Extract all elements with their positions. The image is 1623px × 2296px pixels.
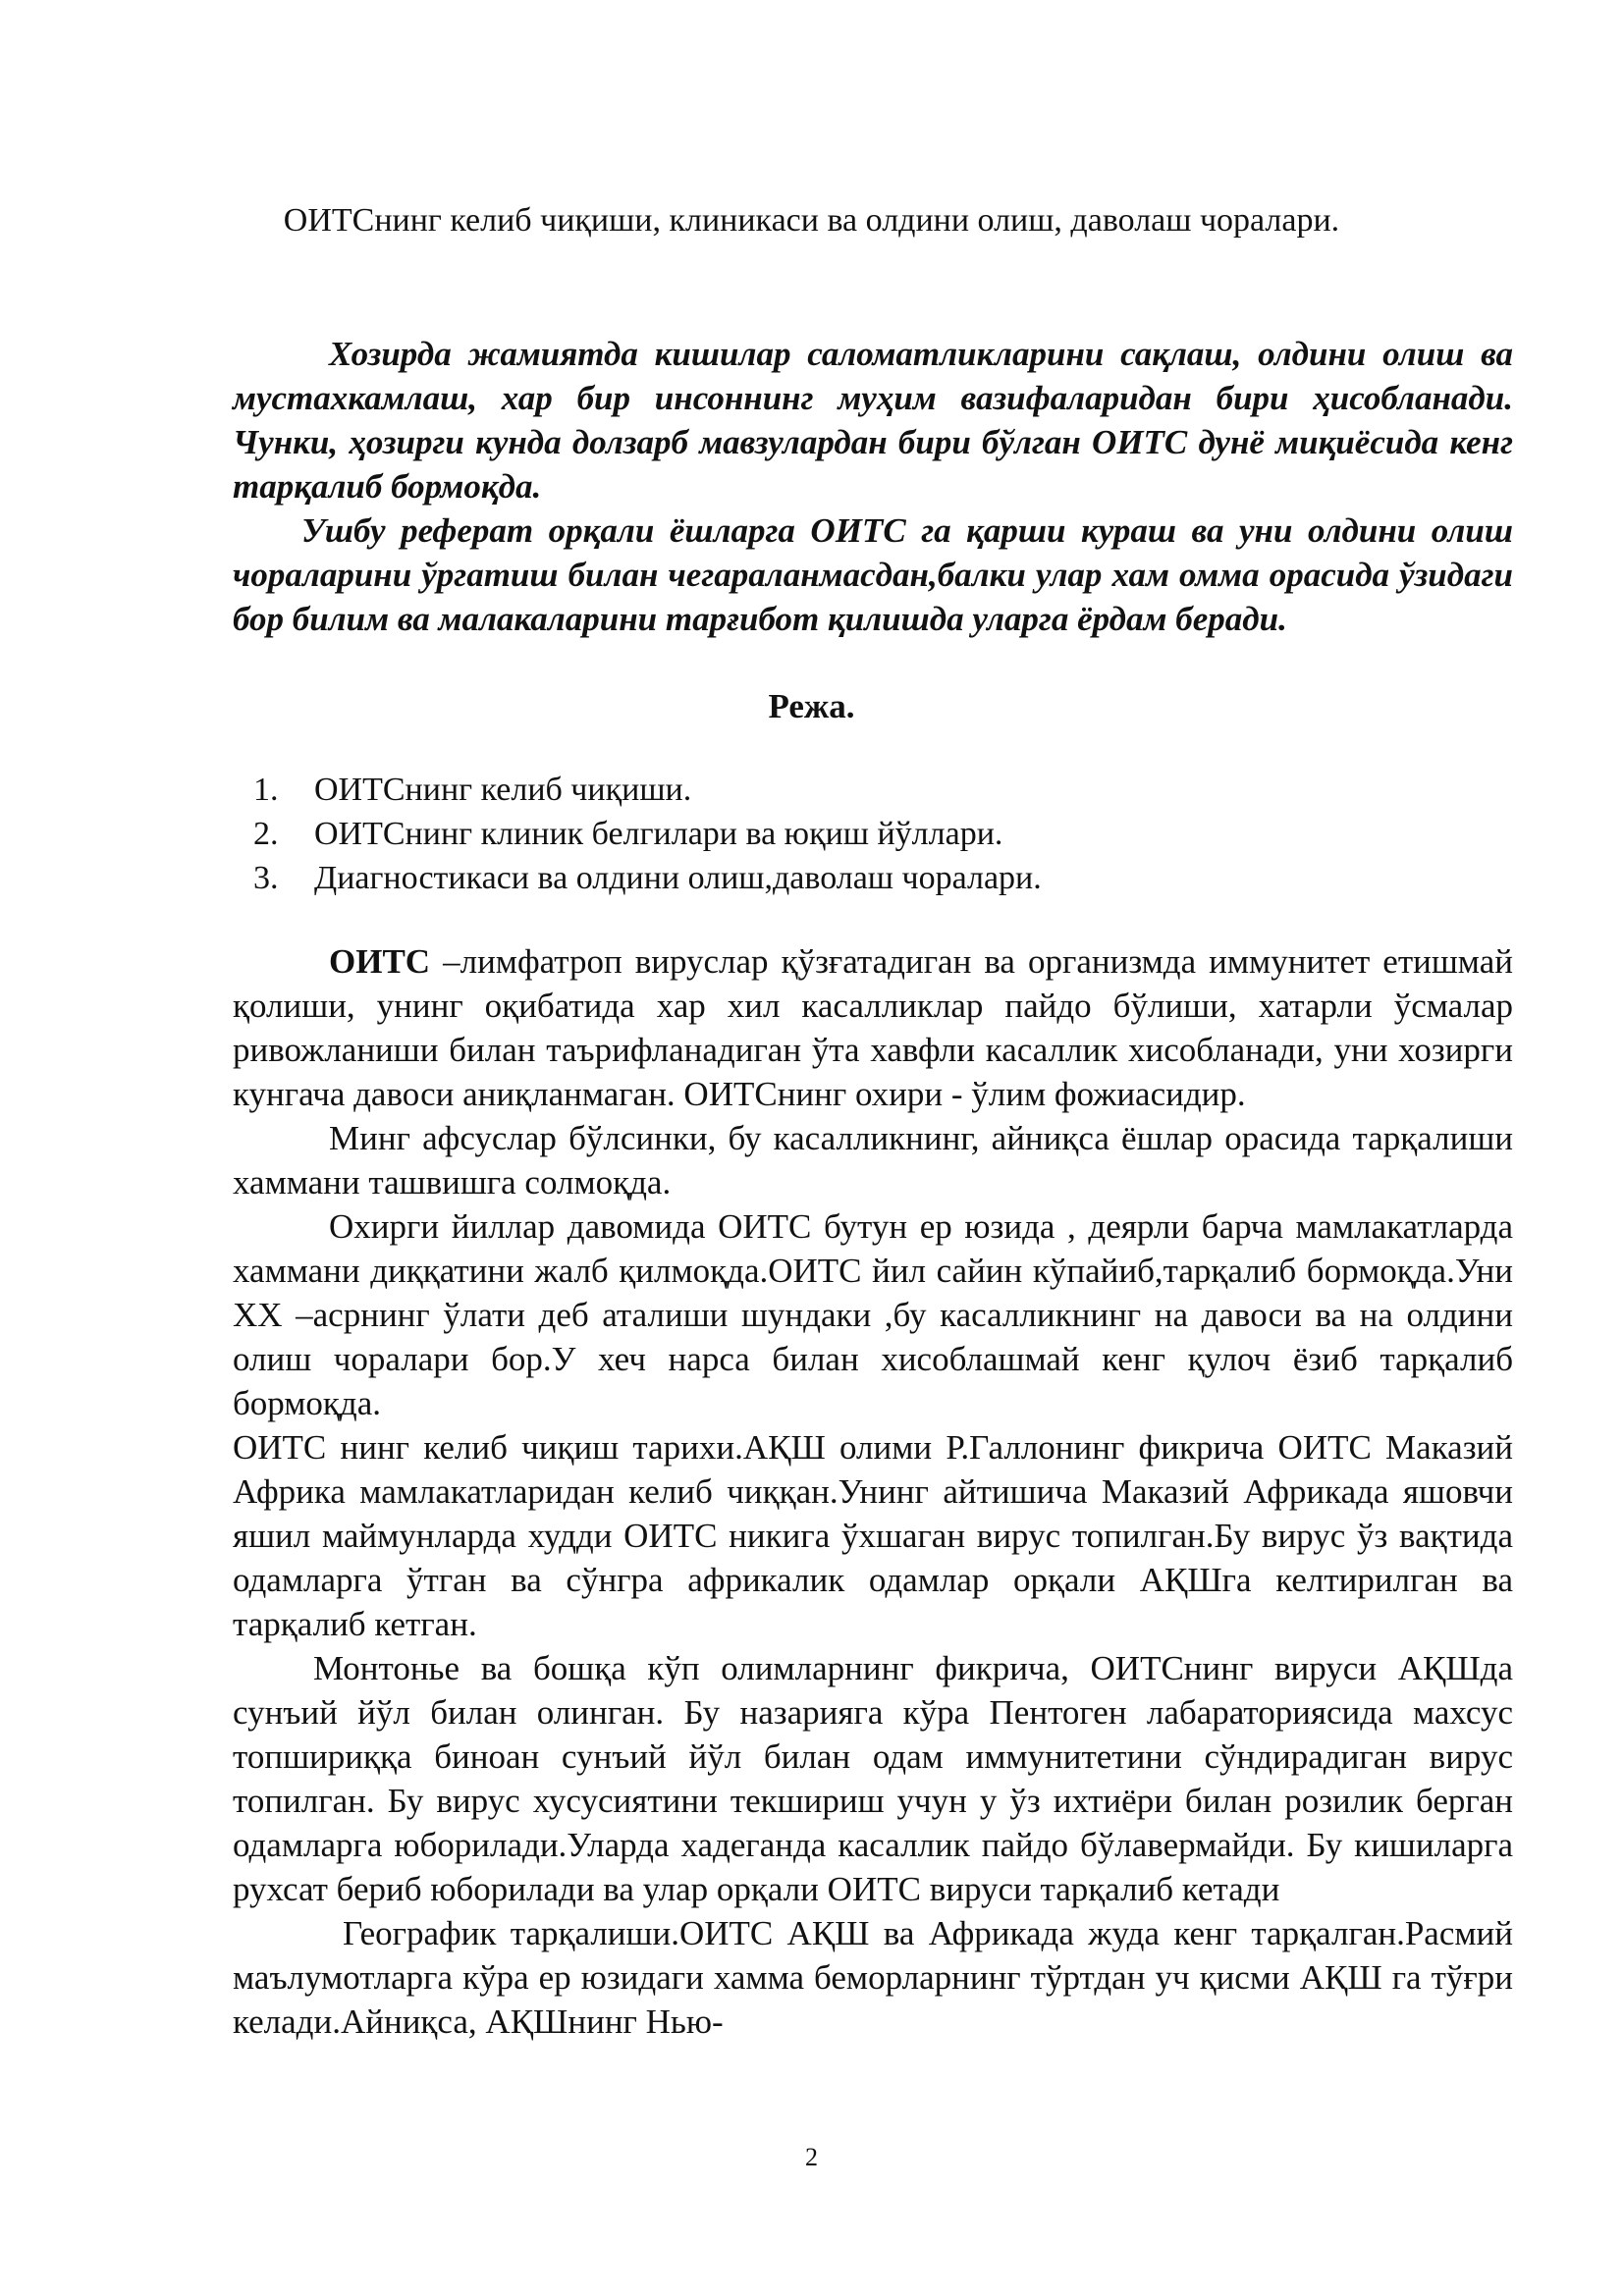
intro-paragraph: Ушбу реферат орқали ёшларга ОИТС га қарши кураш ва уни олдини олиш чораларини ўргатиш билан чегараланмасдан,балки улар хам омма орасида ўзидаги бор билим ва малакаларини тарғибот қилишда уларга ёрдам беради. <box>233 511 1513 638</box>
body-paragraph: Охирги йиллар давомида ОИТС бутун ер юзида , деярли барча мамлакатларда хаммани диққатини жалб қилмоқда.ОИТС йил сайин кўпайиб,тарқалиб бормоқда.Уни XX –асрнинг ўлати деб аталиши шундаки ,бу касалликнинг на давоси ва на олдини олиш чоралари бор.У хеч нарса билан хисоблашмай кенг қулоч ёзиб тарқалиб бормоқда. <box>233 1207 1513 1422</box>
body-section <box>233 939 1513 2044</box>
plan-item-text: ОИТСнинг келиб чиқиши. <box>314 772 692 808</box>
plan-item-number: 3. <box>253 860 279 896</box>
plan-item <box>253 856 1042 900</box>
body-paragraph: Географик тарқалиши.ОИТС АҚШ ва Африкада жуда кенг тарқалган.Расмий маълумотларга кўра ер юзидаги хамма беморларнинг тўртдан уч қисми АҚШ га тўғри келади.Айниқса, АҚШнинг Нью- <box>233 1914 1513 2041</box>
intro-paragraph: Хозирда жамиятда кишилар саломатликларини сақлаш, олдини олиш ва мустахкамлаш, хар бир инсоннинг муҳим вазифаларидан бири ҳисобланади. Чунки, ҳозирги кунда долзарб мавзулардан бири бўлган ОИТС дунё миқиёсида кенг тарқалиб бормоқда. <box>233 335 1513 506</box>
plan-list <box>253 768 1042 900</box>
plan-heading: Режа. <box>768 687 855 725</box>
term-oits: ОИТС <box>329 942 431 981</box>
body-paragraph-text: –лимфатроп вируслар қўзғатадиган ва организмда иммунитет етишмай қолиши, унинг оқибатида хар хил касалликлар пайдо бўлиши, хатарли ўсмалар ривожланиши билан таърифланадиган ўта хавфли касаллик хисобланади, уни хозирги кунгача давоси аниқланмаган. ОИТСнинг охири - ўлим фожиасидир. <box>233 942 1513 1113</box>
body-paragraph <box>233 939 1513 1116</box>
body-paragraph: Минг афсуслар бўлсинки, бу касалликнинг, айниқса ёшлар орасида тарқалиши хаммани ташвишга солмоқда. <box>233 1119 1513 1201</box>
plan-item-number: 2. <box>253 816 279 852</box>
page-number: 2 <box>805 2143 818 2171</box>
plan-item-text: Диагностикаси ва олдини олиш,даволаш чоралари. <box>314 860 1042 896</box>
intro-section <box>233 332 1513 641</box>
plan-item-number: 1. <box>253 772 279 808</box>
document-title: ОИТСнинг келиб чиқиши, клиникаси ва олдини олиш, даволаш чоралари. <box>283 202 1340 239</box>
plan-item <box>253 768 1042 812</box>
plan-item <box>253 812 1042 856</box>
body-paragraph: Монтонье ва бошқа кўп олимларнинг фикрича, ОИТСнинг вируси АҚШда сунъий йўл билан олинган. Бу назарияга кўра Пентоген лабараториясида махсус топшириққа биноан сунъий йўл билан одам иммунитетини сўндирадиган вирус топилган. Бу вирус хусусиятини текшириш учун у ўз ихтиёри билан розилик берган одамларга юборилади.Уларда хадеганда касаллик пайдо бўлавермайди. Бу кишиларга рухсат бериб юборилади ва улар орқали ОИТС вируси тарқалиб кетади <box>233 1649 1513 1908</box>
body-paragraph: ОИТС нинг келиб чиқиш тарихи.АҚШ олими Р.Галлонинг фикрича ОИТС Маказий Африка мамлакатларидан келиб чиққан.Унинг айтишича Маказий Африкада яшовчи яшил маймунларда худди ОИТС никига ўхшаган вирус топилган.Бу вирус ўз вақтида одамларга ўтган ва сўнгра африкалик одамлар орқали АҚШга келтирилган ва тарқалиб кетган. <box>233 1428 1513 1643</box>
plan-item-text: ОИТСнинг клиник белгилари ва юқиш йўллари. <box>314 816 1003 852</box>
